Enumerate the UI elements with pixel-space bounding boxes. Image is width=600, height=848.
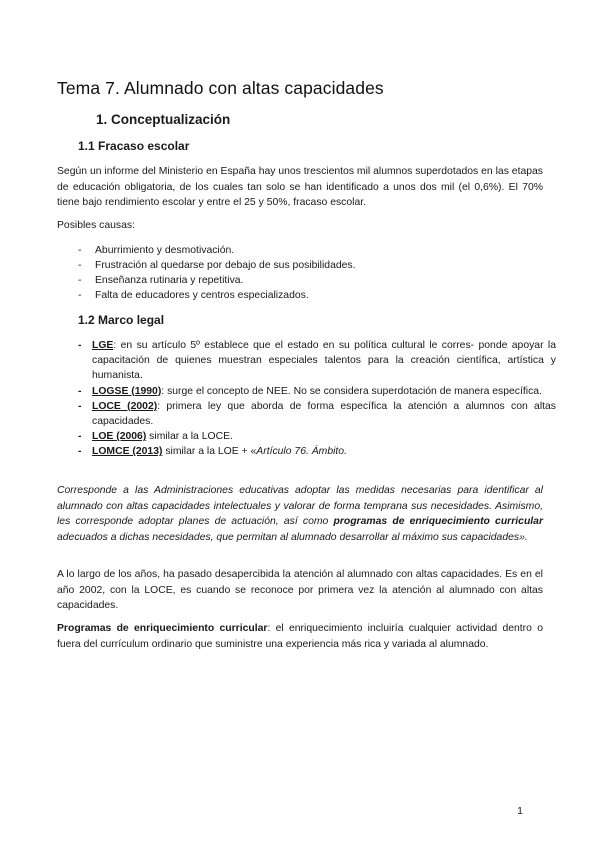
law-name: LGE <box>92 340 114 351</box>
law-name: LOCE (2002) <box>92 400 158 412</box>
law-name: LOE (2006) <box>92 431 147 443</box>
law-name: LOGSE (1990) <box>92 385 162 397</box>
list-item: - Aburrimiento y desmotivación. <box>78 243 356 258</box>
quote-paragraph: Corresponde a las Administraciones educativas adoptar las medidas necesarias para identificar al alumnado con altas capacidades intelectuales y valorar de forma temprana sus necesidades. Asimismo, les corresponde adoptar planes de actuación, así como programas de enriquecimiento curricular adecuados a dichas necesidades, que permitan al alumnado desarrollar al máximo sus capacidades». <box>57 485 543 543</box>
paragraph-loce: A lo largo de los años, ha pasado desapercibida la atención al alumnado con altas capacidades. Es en el año 2002, con la LOCE, es cuando se reconoce por primera vez la atención al alumnado con altas capacidades. <box>57 569 543 611</box>
laws-list <box>78 338 556 460</box>
list-item: - LOCE (2002): primera ley que aborda de forma específica la atención a alumnos con altas capacidades. <box>78 399 556 429</box>
page-title: Tema 7. Alumnado con altas capacidades <box>57 78 384 98</box>
list-item: - LOMCE (2013) similar a la LOE + «Artículo 76. Ámbito. <box>78 444 556 459</box>
causes-list <box>78 243 356 303</box>
paragraph-programas: Programas de enriquecimiento curricular: el enriquecimiento incluiría cualquier actividad dentro o fuera del currículum ordinario que suministre una experiencia más rica y variada al alumnado. <box>57 623 543 650</box>
list-item: - LGE: en su artículo 5º establece que el estado en su política cultural le corres- ponde apoyar la capacitación de quienes muestran especiales talentos para la creación científica, artística y humanista. <box>78 338 556 384</box>
list-item: - LOGSE (1990): surge el concepto de NEE. No se considera superdotación de manera específica. <box>78 384 556 399</box>
subheading-marco-legal: 1.2 Marco legal <box>78 313 165 327</box>
list-item: - Enseñanza rutinaria y repetitiva. <box>78 273 356 288</box>
causes-label: Posibles causas: <box>57 220 135 231</box>
list-item: - LOE (2006) similar a la LOCE. <box>78 429 556 444</box>
subheading-fracaso-escolar: 1.1 Fracaso escolar <box>78 139 190 153</box>
section-heading-conceptualizacion: 1. Conceptualización <box>96 112 231 127</box>
paragraph-informe: Según un informe del Ministerio en España hay unos trescientos mil alumnos superdotados en las etapas de educación obligatoria, de los cuales tan solo se han identificado a unos dos mil (el 0,6%). El 70% tiene bajo rendimiento escolar y entre el 25 y 50%, fracaso escolar. <box>57 166 543 208</box>
law-name: LOMCE (2013) <box>92 446 163 458</box>
list-item: - Frustración al quedarse por debajo de sus posibilidades. <box>78 258 356 273</box>
page-number: 1 <box>517 805 523 817</box>
list-item: - Falta de educadores y centros especializados. <box>78 288 356 303</box>
